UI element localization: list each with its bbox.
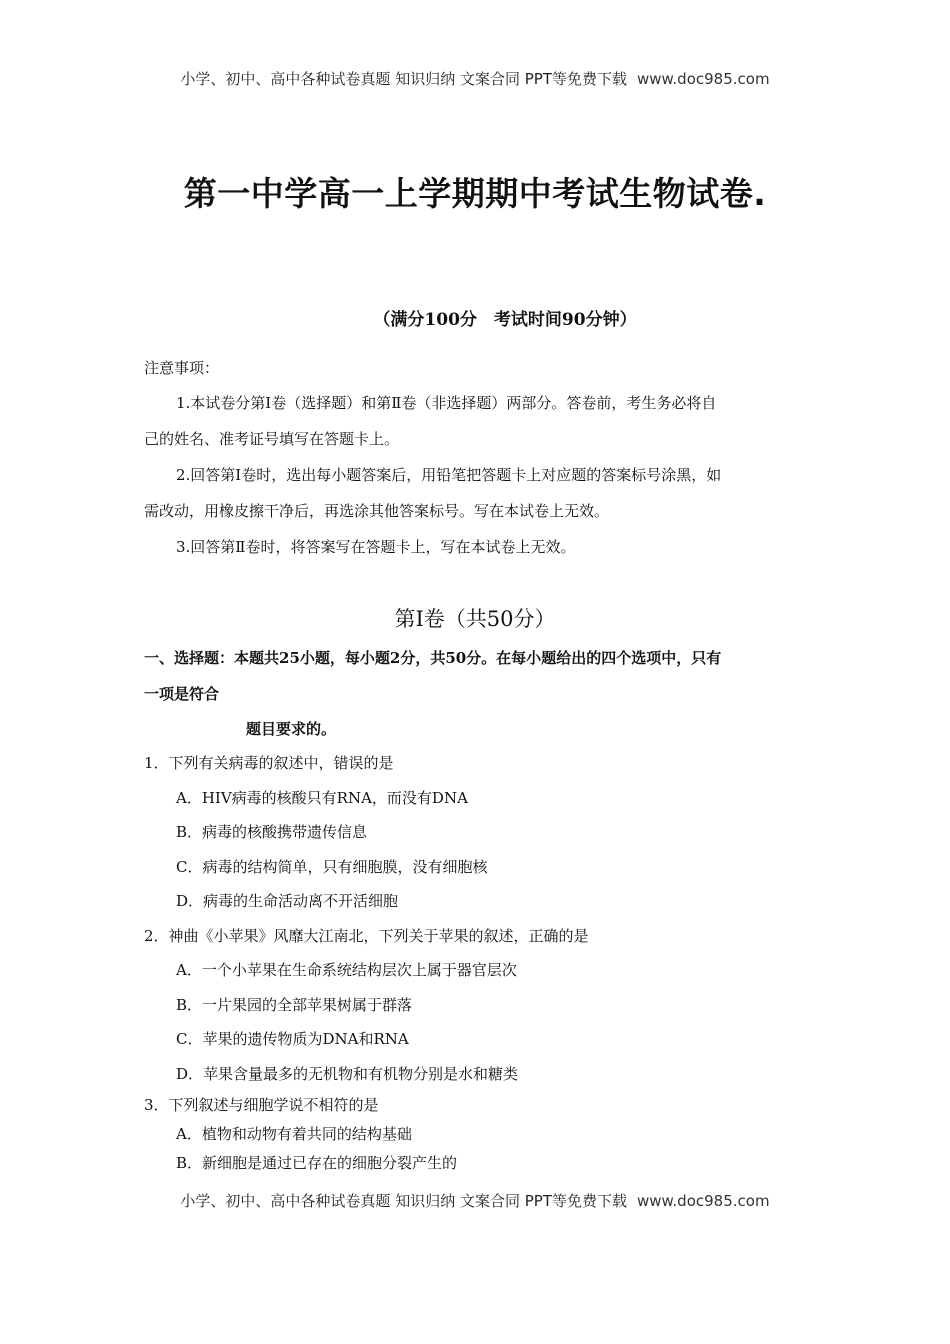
- question-1-option-a: A．HIV病毒的核酸只有RNA，而没有DNA: [176, 789, 468, 807]
- notice-item-3: 3.回答第Ⅱ卷时，将答案写在答题卡上，写在本试卷上无效。: [176, 538, 576, 556]
- notice-item-2-line-2: 需改动，用橡皮擦干净后，再选涂其他答案标号。写在本试卷上无效。: [144, 502, 610, 520]
- section-title: 第Ⅰ卷（共50分）: [394, 607, 556, 631]
- section-instructions-line-3: 题目要求的。: [246, 720, 337, 738]
- question-3-stem: 3．下列叙述与细胞学说不相符的是: [144, 1096, 379, 1114]
- exam-info: （满分100分 考试时间90分钟）: [373, 310, 637, 330]
- footer-site: www.doc985.com: [636, 1192, 770, 1210]
- notice-item-1-line-1: 1.本试卷分第Ⅰ卷（选择题）和第Ⅱ卷（非选择题）两部分。答卷前，考生务必将自: [176, 394, 717, 412]
- section-instructions-line-1: 一、选择题：本题共25小题，每小题2分，共50分。在每小题给出的四个选项中，只有: [144, 649, 722, 667]
- document-title: 第一中学高一上学期期中考试生物试卷.: [183, 174, 767, 213]
- question-2-stem: 2．神曲《小苹果》风靡大江南北，下列关于苹果的叙述，正确的是: [144, 927, 589, 945]
- question-2-option-b: B．一片果园的全部苹果树属于群落: [176, 996, 413, 1014]
- header-text: 小学、初中、高中各种试卷真题 知识归纳 文案合同 PPT等免费下载: [180, 70, 627, 88]
- notice-heading: 注意事项：: [144, 359, 220, 377]
- question-1-stem: 1．下列有关病毒的叙述中，错误的是: [144, 754, 394, 772]
- notice-item-2-line-1: 2.回答第Ⅰ卷时，选出每小题答案后，用铅笔把答题卡上对应题的答案标号涂黑，如: [176, 466, 722, 484]
- question-2-option-c: C．苹果的遗传物质为DNA和RNA: [176, 1030, 409, 1048]
- question-1-option-d: D．病毒的生命活动离不开活细胞: [176, 892, 399, 910]
- page-footer: [0, 1190, 950, 1211]
- footer-text: 小学、初中、高中各种试卷真题 知识归纳 文案合同 PPT等免费下载: [180, 1192, 627, 1210]
- question-1-option-b: B．病毒的核酸携带遗传信息: [176, 823, 368, 841]
- header-site: www.doc985.com: [636, 70, 770, 88]
- section-instructions-line-2: 一项是符合: [144, 685, 220, 703]
- question-1-option-c: C．病毒的结构简单，只有细胞膜，没有细胞核: [176, 858, 488, 876]
- question-2-option-a: A．一个小苹果在生命系统结构层次上属于器官层次: [176, 961, 517, 979]
- notice-item-1-line-2: 己的姓名、准考证号填写在答题卡上。: [144, 430, 400, 448]
- page-header: [0, 68, 950, 89]
- question-3-option-a: A．植物和动物有着共同的结构基础: [176, 1125, 412, 1143]
- question-2-option-d: D．苹果含量最多的无机物和有机物分别是水和糖类: [176, 1065, 519, 1083]
- question-3-option-b: B．新细胞是通过已存在的细胞分裂产生的: [176, 1154, 458, 1172]
